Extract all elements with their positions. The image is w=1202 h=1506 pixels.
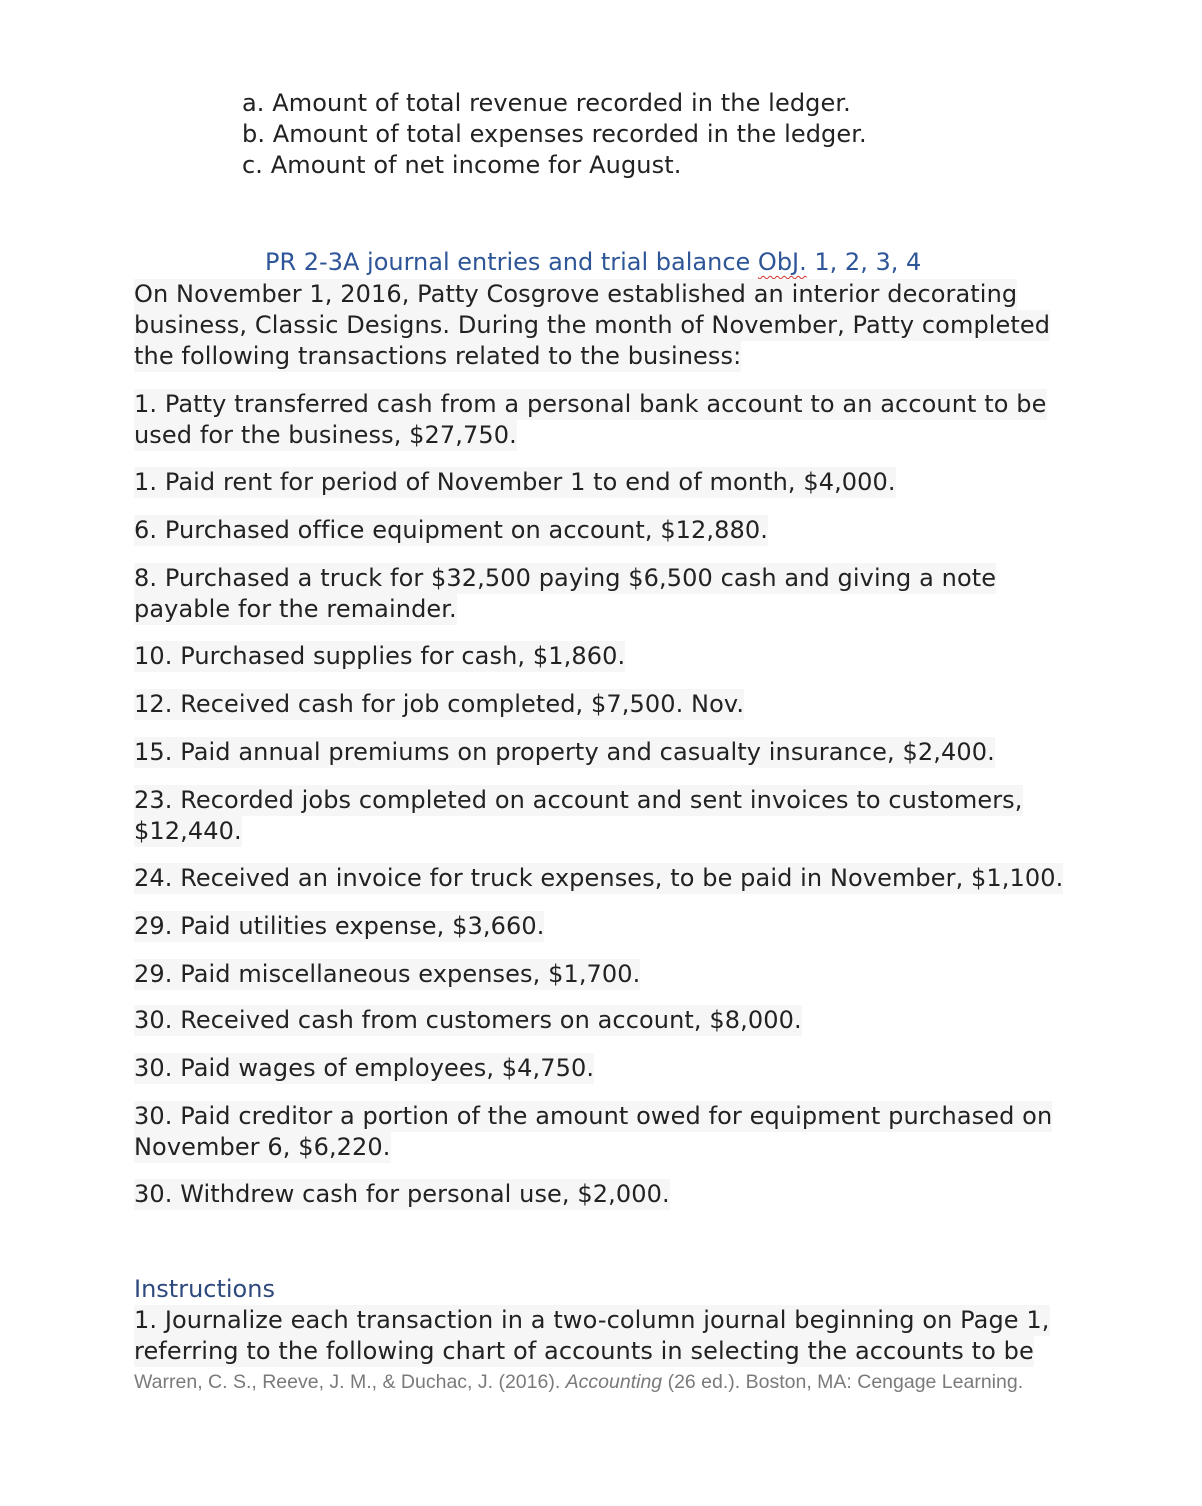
- problem-heading: [265, 247, 921, 278]
- instruction-line: 1. Journalize each transaction in a two-column journal beginning on Page 1,: [134, 1306, 1050, 1334]
- question-b: b. Amount of total expenses recorded in the ledger.: [242, 120, 867, 148]
- citation: [134, 1369, 1023, 1395]
- citation-title: Accounting: [565, 1371, 663, 1393]
- transaction-line: 30. Paid wages of employees, $4,750.: [134, 1054, 595, 1082]
- intro-line: On November 1, 2016, Patty Cosgrove established an interior decorating: [134, 280, 1018, 308]
- instructions-heading: Instructions: [134, 1275, 275, 1303]
- problem-heading-prefix: PR 2-3A journal entries and trial balance: [265, 248, 758, 276]
- citation-authors: Warren, C. S., Reeve, J. M., & Duchac, J. (2016).: [134, 1371, 566, 1393]
- transaction-line: November 6, $6,220.: [134, 1133, 391, 1161]
- transaction-line: payable for the remainder.: [134, 595, 457, 623]
- transaction-line: $12,440.: [134, 817, 242, 845]
- transaction-line: 23. Recorded jobs completed on account and sent invoices to customers,: [134, 786, 1023, 814]
- intro-line: business, Classic Designs. During the month of November, Patty completed: [134, 311, 1051, 339]
- question-c: c. Amount of net income for August.: [242, 151, 682, 179]
- transaction-line: 8. Purchased a truck for $32,500 paying $6,500 cash and giving a note: [134, 564, 997, 592]
- transaction-line: 6. Purchased office equipment on account, $12,880.: [134, 516, 768, 544]
- transaction-line: 29. Paid utilities expense, $3,660.: [134, 912, 545, 940]
- transaction-line: 30. Received cash from customers on account, $8,000.: [134, 1006, 802, 1034]
- transaction-line: 24. Received an invoice for truck expenses, to be paid in November, $1,100.: [134, 864, 1064, 892]
- transaction-line: 1. Paid rent for period of November 1 to end of month, $4,000.: [134, 468, 896, 496]
- transaction-line: used for the business, $27,750.: [134, 421, 517, 449]
- transaction-line: 30. Withdrew cash for personal use, $2,000.: [134, 1180, 670, 1208]
- transaction-line: 1. Patty transferred cash from a personal bank account to an account to be: [134, 390, 1047, 418]
- transaction-line: 30. Paid creditor a portion of the amount owed for equipment purchased on: [134, 1102, 1053, 1130]
- transaction-line: 10. Purchased supplies for cash, $1,860.: [134, 642, 626, 670]
- citation-publisher: (26 ed.). Boston, MA: Cengage Learning.: [662, 1371, 1024, 1393]
- intro-line: the following transactions related to the business:: [134, 342, 742, 370]
- misspelled-word: ObJ.: [757, 248, 807, 276]
- transaction-line: 12. Received cash for job completed, $7,500. Nov.: [134, 690, 745, 718]
- transaction-line: 29. Paid miscellaneous expenses, $1,700.: [134, 960, 641, 988]
- problem-heading-suffix: 1, 2, 3, 4: [806, 248, 922, 276]
- instruction-line: referring to the following chart of accounts in selecting the accounts to be: [134, 1337, 1034, 1365]
- question-a: a. Amount of total revenue recorded in the ledger.: [242, 89, 851, 117]
- transaction-line: 15. Paid annual premiums on property and casualty insurance, $2,400.: [134, 738, 995, 766]
